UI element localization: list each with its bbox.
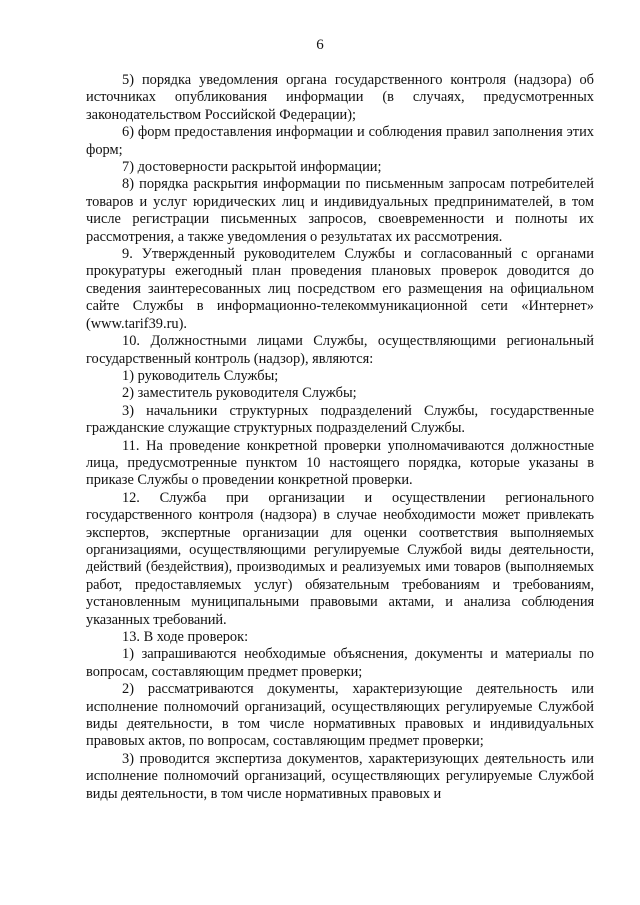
paragraph-clause-10-item-1: 1) руководитель Службы; — [122, 367, 279, 384]
paragraph-clause-13-item-3: 3) проводится экспертиза документов, характеризующих деятельность или исполнение полномочий организаций, осуществляющих регулируемые Службой виды деятельности, в том числе нормативных правовых и — [86, 750, 594, 802]
paragraph-clause-13-item-2: 2) рассматриваются документы, характеризующие деятельность или исполнение полномочий организаций, осуществляющих регулируемые Службой виды деятельности, в том числе нормативных правовых и индивидуальных правовых актов, по вопросам, составляющим предмет проверки; — [86, 681, 594, 750]
paragraph-clause-11: 11. На проведение конкретной проверки уполномачиваются должностные лица, предусмотренные пунктом 10 настоящего порядка, которые указаны в приказе Службы о проведении конкретной проверки. — [86, 437, 594, 489]
paragraph-item-5: 5) порядка уведомления органа государственного контроля (надзора) об источниках опубликования информации (в случаях, предусмотренных законодательством Российской Федерации); — [86, 72, 594, 123]
paragraph-item-7: 7) достоверности раскрытой информации; — [122, 159, 382, 176]
paragraph-clause-12: 12. Служба при организации и осуществлении регионального государственного контроля (надзора) в случае необходимости может привлекать экспертов, экспертные организации для оценки соответствия выполняемых организациями, осуществляющими регулируемые Службой виды деятельности, действий (бездействия), производимых и реализуемых ими товаров (выполняемых работ, предоставляемых услуг) обязательным требованиям и требованиям, установленным муниципальными правовыми актами, и анализа соблюдения указанных требований. — [86, 489, 594, 628]
paragraph-item-6: 6) форм предоставления информации и соблюдения правил заполнения этих форм; — [86, 124, 594, 158]
paragraph-clause-10: 10. Должностными лицами Службы, осуществляющими региональный государственный контроль (надзор), являются: — [86, 333, 594, 367]
paragraph-item-8: 8) порядка раскрытия информации по письменным запросам потребителей товаров и услуг юридических лиц и индивидуальных предпринимателей, в том числе регистрации письменных запросов, своевременности и полноты их рассмотрения, а также уведомления о результатах их рассмотрения. — [86, 176, 594, 245]
paragraph-clause-10-item-3: 3) начальники структурных подразделений Службы, государственные гражданские служащие структурных подразделений Службы. — [86, 402, 594, 437]
paragraph-clause-10-item-2: 2) заместитель руководителя Службы; — [122, 385, 357, 402]
page-number: 6 — [316, 37, 324, 53]
paragraph-clause-13: 13. В ходе проверок: — [122, 629, 249, 645]
paragraph-clause-13-item-1: 1) запрашиваются необходимые объяснения, документы и материалы по вопросам, составляющим предмет проверки; — [86, 646, 594, 680]
document-body — [86, 72, 594, 803]
paragraph-clause-9: 9. Утвержденный руководителем Службы и согласованный с органами прокуратуры ежегодный план проведения плановых проверок доводится до сведения заинтересованных лиц посредством его размещения на официальном сайте Службы в информационно-телекоммуникационной сети «Интернет» (www.tarif39.ru). — [86, 246, 594, 332]
